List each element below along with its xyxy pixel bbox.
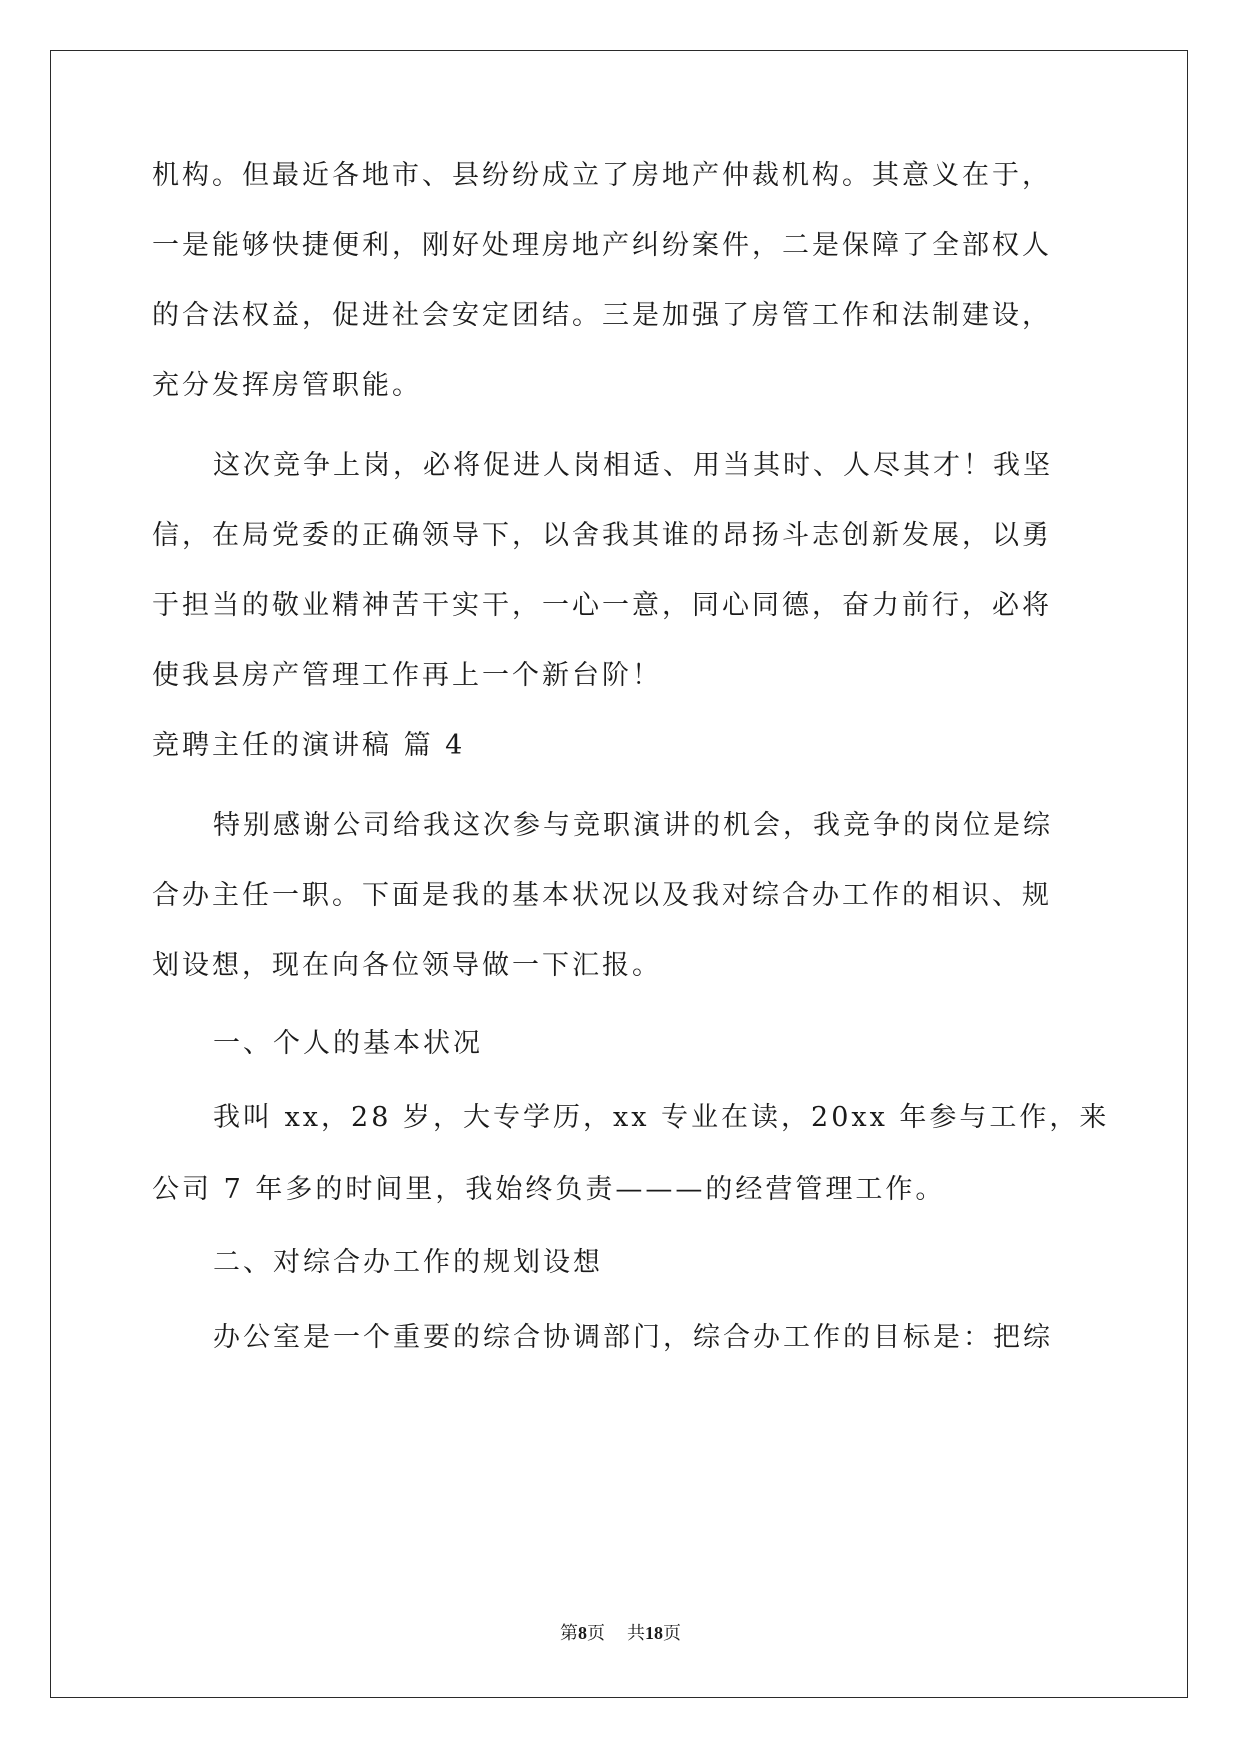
total-prefix: 共	[627, 1623, 645, 1643]
subheading: 二、对综合办工作的规划设想	[213, 1247, 603, 1278]
paragraph-start: 我叫 xx，28 岁，大专学历，xx 专业在读，20xx 年参与工作，来	[213, 1102, 1110, 1133]
total-unit: 页	[663, 1623, 681, 1643]
body-text-line: 一是能够快捷便利，刚好处理房地产纠纷案件，二是保障了全部权人	[152, 230, 1052, 261]
section-heading: 竞聘主任的演讲稿 篇 4	[152, 730, 466, 761]
body-text-line: 使我县房产管理工作再上一个新台阶！	[152, 660, 662, 691]
paragraph-start: 这次竞争上岗，必将促进人岗相适、用当其时、人尽其才！我坚	[213, 450, 1053, 481]
page-footer	[0, 1621, 1241, 1645]
current-page-number: 8	[578, 1623, 587, 1643]
page-prefix: 第	[560, 1623, 578, 1643]
total-page-count: 18	[645, 1623, 663, 1643]
paragraph-start: 办公室是一个重要的综合协调部门，综合办工作的目标是：把综	[213, 1322, 1053, 1353]
body-text-line: 公司 7 年多的时间里，我始终负责———的经营管理工作。	[152, 1174, 946, 1205]
page-unit: 页	[587, 1623, 605, 1643]
body-text-line: 于担当的敬业精神苦干实干，一心一意，同心同德，奋力前行，必将	[152, 590, 1052, 621]
body-text-line: 充分发挥房管职能。	[152, 370, 422, 401]
subheading: 一、个人的基本状况	[213, 1028, 483, 1059]
body-text-line: 的合法权益，促进社会安定团结。三是加强了房管工作和法制建设，	[152, 300, 1052, 331]
body-text-line: 机构。但最近各地市、县纷纷成立了房地产仲裁机构。其意义在于，	[152, 160, 1052, 191]
body-text-line: 合办主任一职。下面是我的基本状况以及我对综合办工作的相识、规	[152, 880, 1052, 911]
body-text-line: 信，在局党委的正确领导下，以舍我其谁的昂扬斗志创新发展，以勇	[152, 520, 1052, 551]
paragraph-start: 特别感谢公司给我这次参与竞职演讲的机会，我竞争的岗位是综	[213, 810, 1053, 841]
body-text-line: 划设想，现在向各位领导做一下汇报。	[152, 950, 662, 981]
